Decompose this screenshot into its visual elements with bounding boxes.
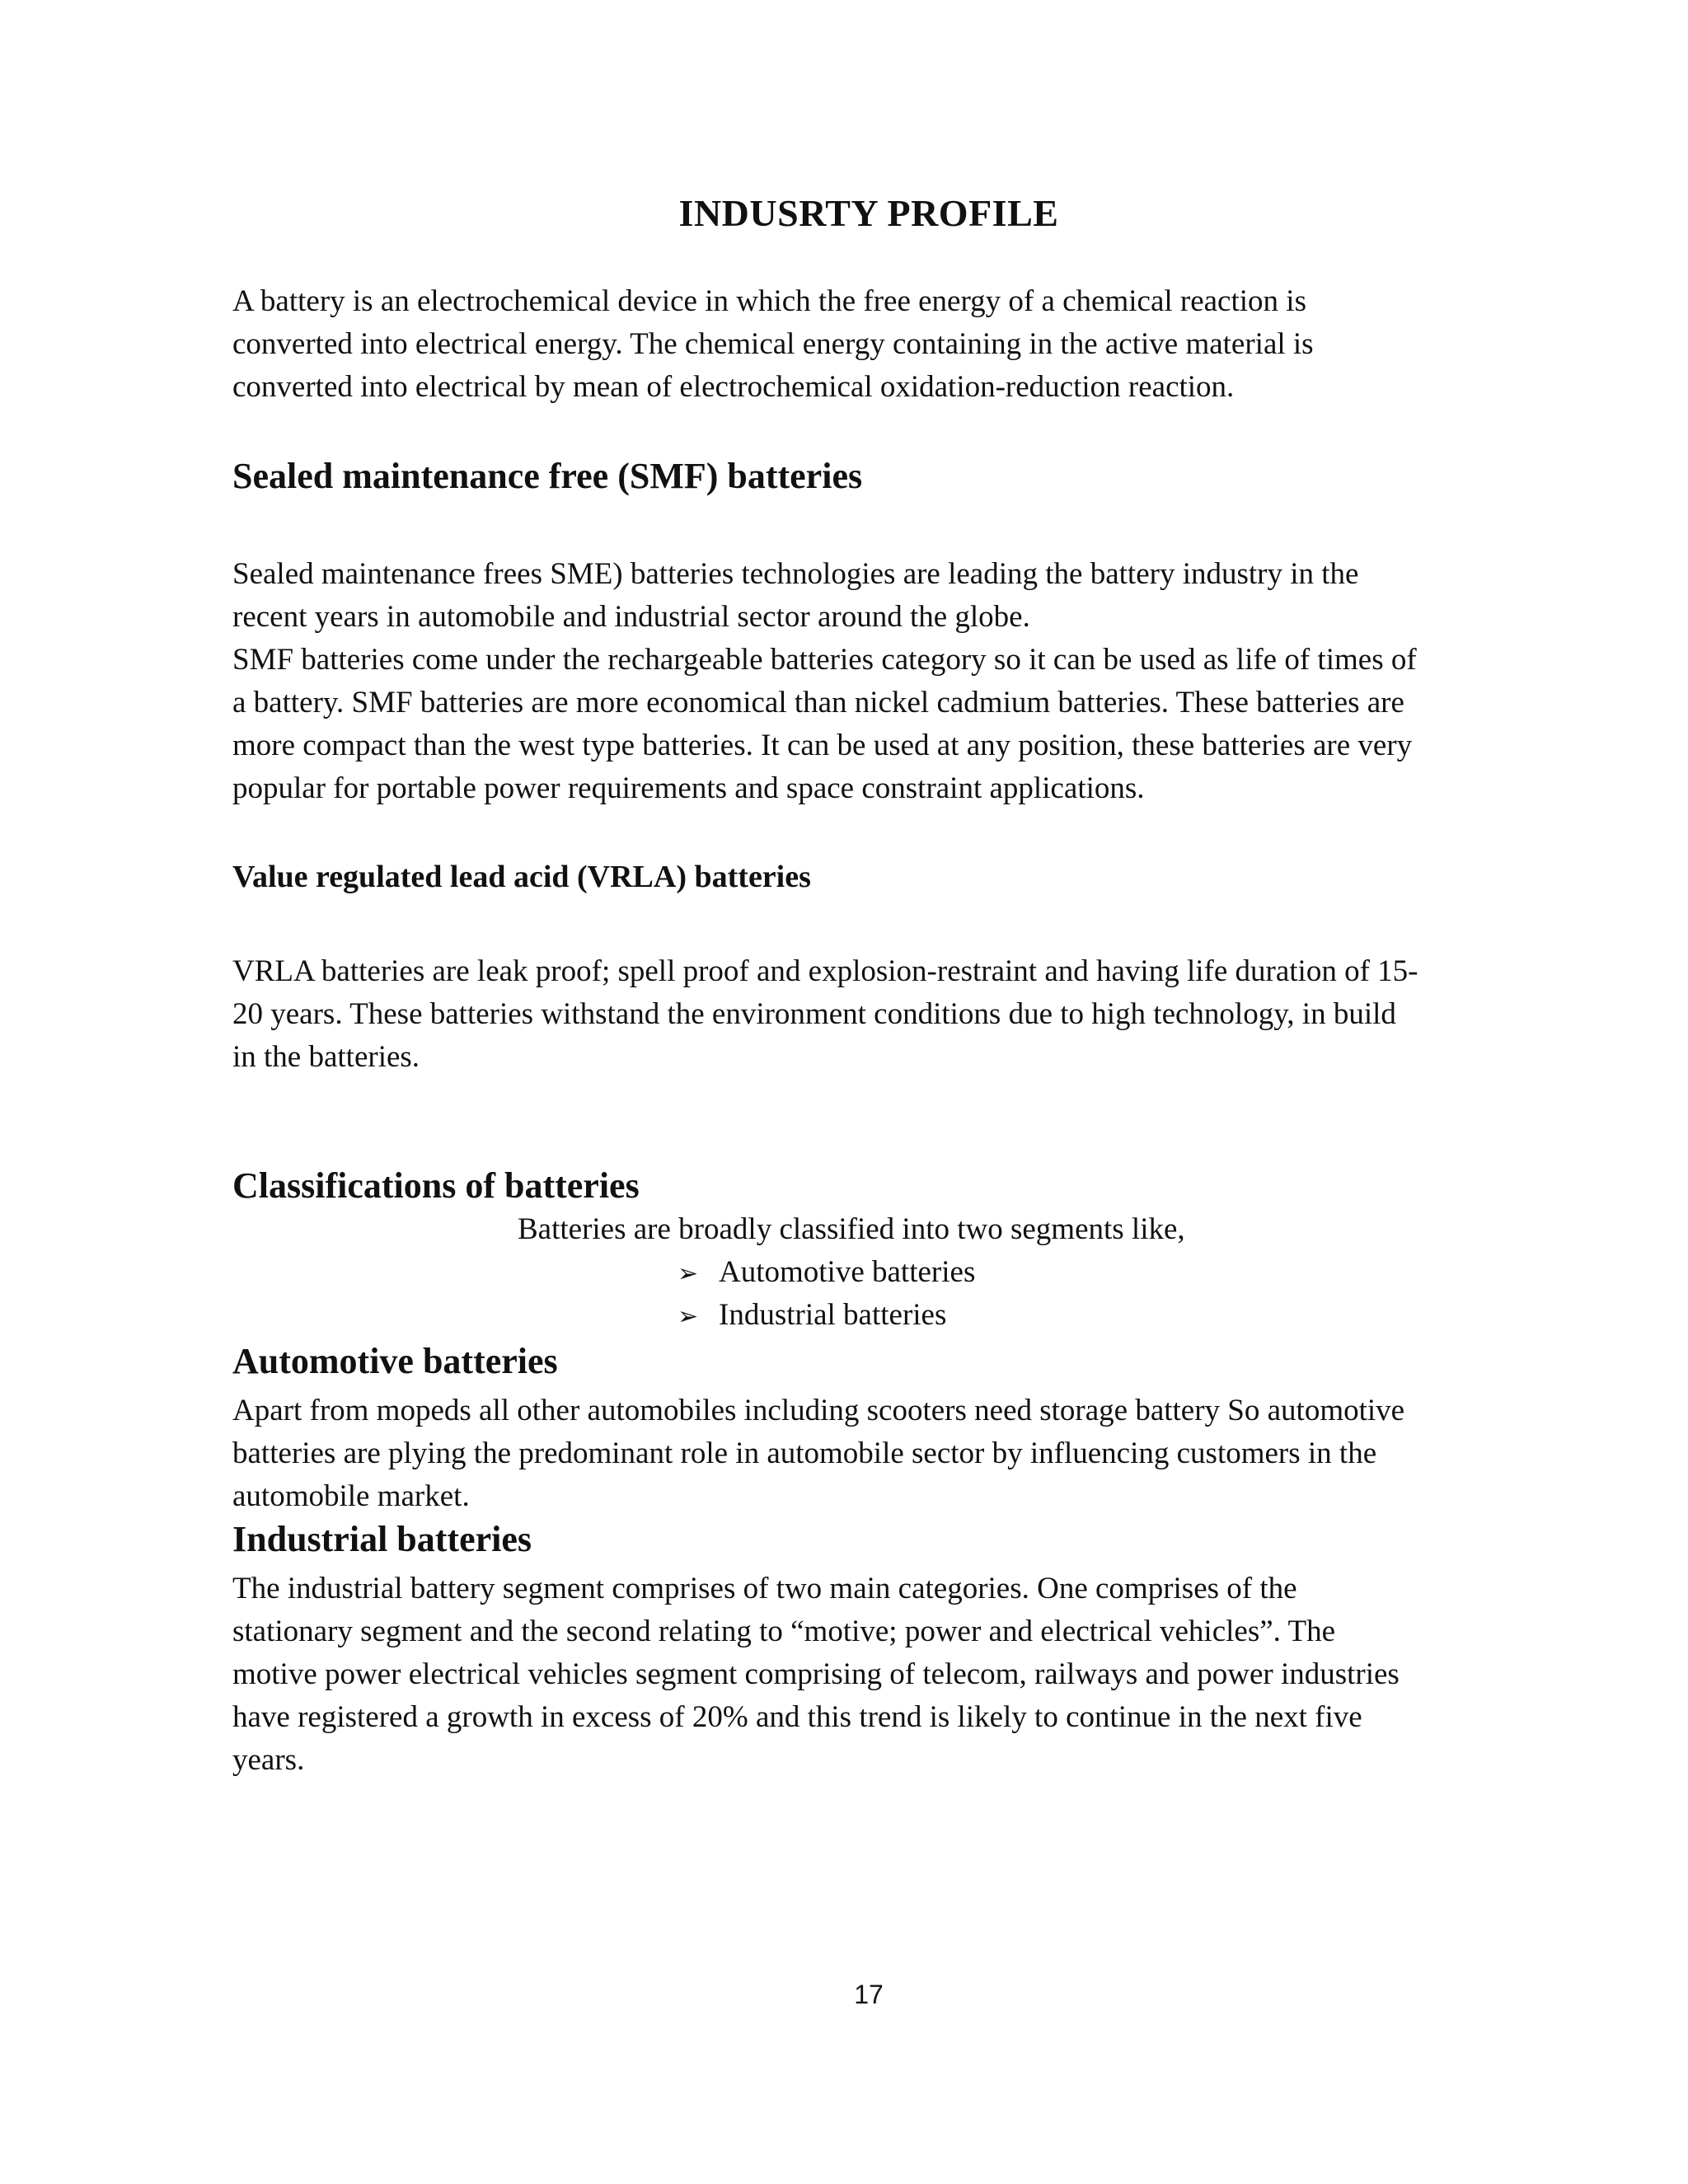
page-title: INDUSRTY PROFILE	[678, 192, 1059, 234]
smf-paragraph	[232, 553, 1518, 810]
smf-line: SMF batteries come under the rechargeable batteries category so it can be used as life of times of	[232, 643, 1417, 677]
industrial-line: stationary segment and the second relating to “motive; power and electrical vehicles”. The	[232, 1615, 1336, 1648]
classifications-intro: Batteries are broadly classified into two segments like,	[518, 1212, 1185, 1246]
automotive-line: Apart from mopeds all other automobiles including scooters need storage battery So automotive	[232, 1394, 1405, 1427]
smf-line: recent years in automobile and industrial sector around the globe.	[232, 600, 1030, 634]
intro-line: converted into electrical energy. The chemical energy containing in the active material is	[232, 327, 1314, 361]
vrla-line: in the batteries.	[232, 1040, 420, 1074]
industrial-line: years.	[232, 1743, 305, 1777]
smf-line: popular for portable power requirements and space constraint applications.	[232, 771, 1145, 805]
page-number: 17	[854, 1980, 884, 2009]
smf-line: a battery. SMF batteries are more economical than nickel cadmium batteries. These batteries are	[232, 686, 1404, 719]
list-item	[678, 1254, 975, 1290]
industrial-line: The industrial battery segment comprises of two main categories. One comprises of the	[232, 1572, 1297, 1605]
automotive-line: batteries are plying the predominant role in automobile sector by influencing customers in the	[232, 1436, 1377, 1470]
automotive-line: automobile market.	[232, 1479, 470, 1513]
smf-heading: Sealed maintenance free (SMF) batteries	[232, 456, 863, 496]
list-item-label: Industrial batteries	[719, 1298, 947, 1332]
intro-line: A battery is an electrochemical device in which the free energy of a chemical reaction is	[232, 284, 1306, 318]
automotive-heading: Automotive batteries	[232, 1341, 558, 1381]
list-item	[678, 1297, 946, 1333]
industrial-paragraph	[232, 1568, 1518, 1782]
industrial-line: motive power electrical vehicles segment comprising of telecom, railways and power industries	[232, 1657, 1400, 1691]
smf-line: Sealed maintenance frees SME) batteries technologies are leading the battery industry in the	[232, 557, 1359, 591]
automotive-paragraph	[232, 1390, 1518, 1518]
arrow-bullet-icon: ➢	[678, 1259, 699, 1288]
classifications-heading: Classifications of batteries	[232, 1165, 640, 1206]
intro-line: converted into electrical by mean of electrochemical oxidation-reduction reaction.	[232, 370, 1235, 404]
vrla-line: 20 years. These batteries withstand the environment conditions due to high technology, in build	[232, 997, 1396, 1031]
list-item-label: Automotive batteries	[719, 1255, 976, 1289]
arrow-bullet-icon: ➢	[678, 1302, 699, 1331]
vrla-line: VRLA batteries are leak proof; spell proof and explosion-restraint and having life duration of 15-	[232, 954, 1418, 988]
industrial-heading: Industrial batteries	[232, 1519, 532, 1559]
smf-line: more compact than the west type batteries. It can be used at any position, these batteries are very	[232, 729, 1413, 762]
vrla-heading: Value regulated lead acid (VRLA) batteries	[232, 860, 811, 894]
vrla-paragraph	[232, 950, 1518, 1079]
industrial-line: have registered a growth in excess of 20% and this trend is likely to continue in the next five	[232, 1700, 1362, 1734]
intro-paragraph	[232, 280, 1518, 409]
